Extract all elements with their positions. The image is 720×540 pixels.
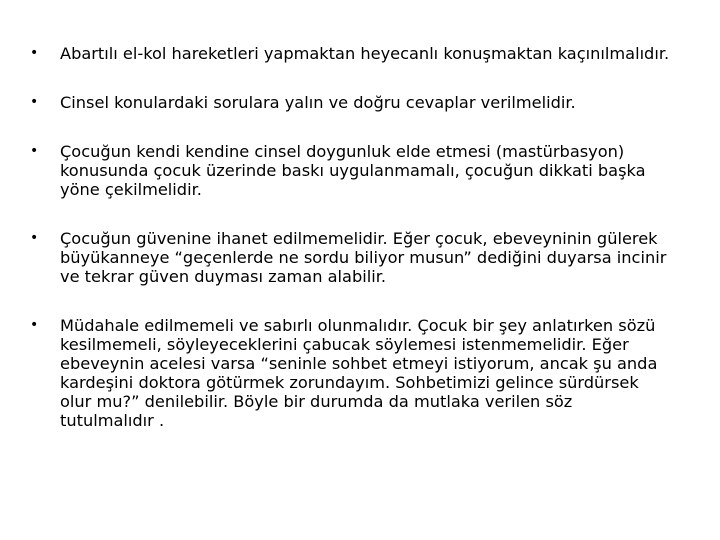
bullet-text: Çocuğun kendi kendine cinsel doygunluk elde etmesi (mastürbasyon) konusunda çocuk üzerinde baskı uygulanmamalı, çocuğun dikkati başka yöne çekilmelidir.	[60, 142, 646, 199]
list-item	[30, 93, 670, 112]
bullet-text: Abartılı el-kol hareketleri yapmaktan heyecanlı konuşmaktan kaçınılmalıdır.	[60, 44, 670, 63]
bullet-icon: •	[30, 94, 39, 110]
bullet-icon: •	[30, 230, 39, 246]
list-item	[30, 229, 670, 286]
bullet-text: Müdahale edilmemeli ve sabırlı olunmalıdır. Çocuk bir şey anlatırken sözü kesilmemeli, söyleyeceklerini çabucak söylemesi istenmemelidir. Eğer ebeveynin acelesi varsa “seninle sohbet etmeyi istiyorum, ancak şu anda kardeşini doktora götürmek zorundayım. Sohbetimizi gelince sürdürsek olur mu?” denilebilir. Böyle bir durumda da mutlaka verilen söz tutulmalıdır .	[60, 316, 658, 430]
bullet-icon: •	[30, 45, 39, 61]
bullet-icon: •	[30, 317, 39, 333]
list-item	[30, 44, 670, 63]
list-item	[30, 316, 670, 430]
list-item	[30, 142, 670, 199]
bullet-text: Cinsel konulardaki sorulara yalın ve doğru cevaplar verilmelidir.	[60, 93, 576, 112]
bullet-icon: •	[30, 143, 39, 159]
bullet-list	[30, 44, 670, 430]
bullet-text: Çocuğun güvenine ihanet edilmemelidir. Eğer çocuk, ebeveyninin gülerek büyükanneye “geçenlerde ne sordu biliyor musun” dediğini duyarsa incinir ve tekrar güven duyması zaman alabilir.	[60, 229, 667, 286]
